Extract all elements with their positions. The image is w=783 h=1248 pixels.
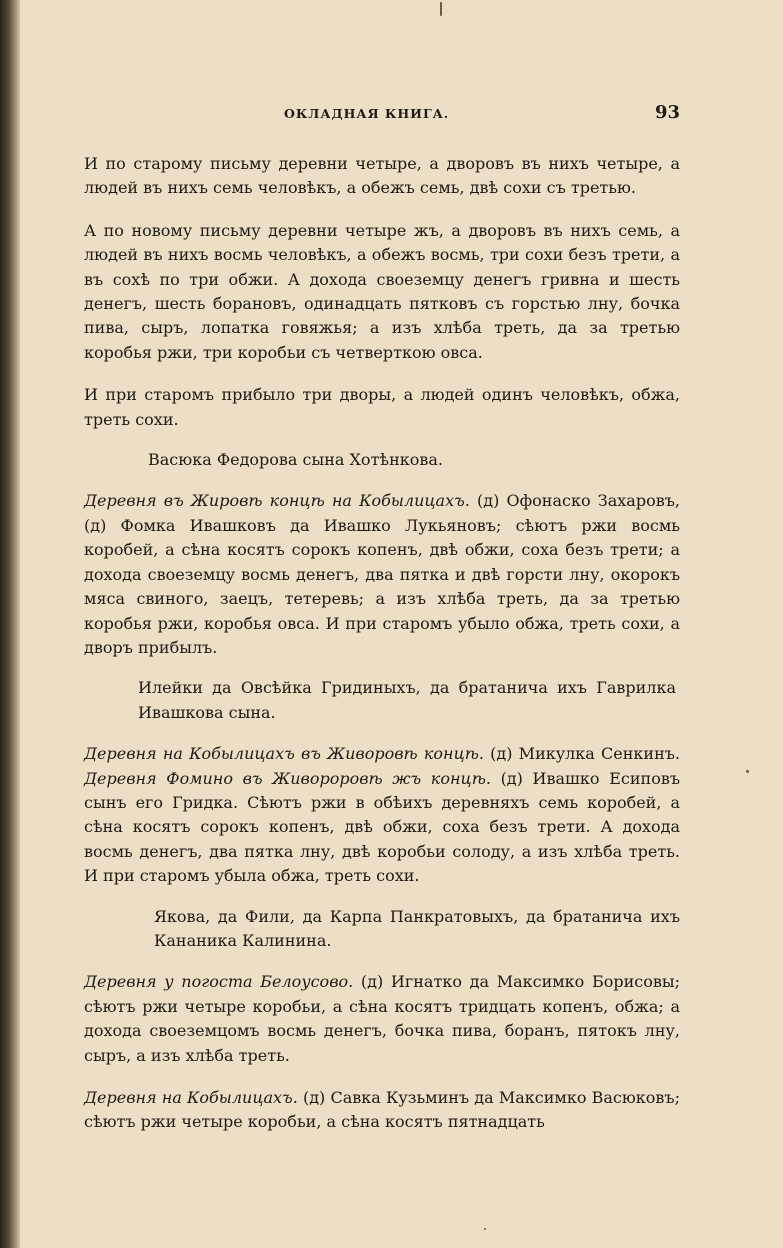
running-head [84, 100, 680, 130]
village-name-italic: Деревня Фомино въ Живороровѣ жъ концѣ. [84, 768, 491, 788]
paragraph-zhivorov-village: Деревня на Кобылицахъ въ Живоровѣ концѣ. (д) Микулка Сенкинъ. Деревня Фомино въ Живороровѣ жъ концѣ. (д) Ивашко Есиповъ сынъ его Гридка. Сѣютъ ржи в обѣихъ деревняхъ семь коробей, а сѣна косятъ сорокъ копенъ, двѣ обжи, соха безъ трети. А дохода восмь денегъ, два пятка лну, двѣ коробьи солоду, а изъ хлѣба треть. И при старомъ убыла обжа, треть сохи. [84, 744, 681, 886]
paper-speck [440, 2, 442, 16]
running-title: ОКЛАДНАЯ КНИГА. [284, 106, 450, 121]
section-heading-vasyuk: Васюка Федорова сына Хотѣнкова. [148, 450, 443, 470]
paragraph-zhirov-village: Деревня въ Жировѣ концѣ на Кобылицахъ. (д) Офонаско Захаровъ, (д) Фомка Ивашковъ да Ивашко Лукьяновъ; сѣютъ ржи восмь коробей, а сѣна косятъ сорокъ копенъ, двѣ обжи, соха безъ трети; а дохода своеземцу восмь денегъ, два пятка и двѣ горсти лну, окорокъ мяса свиного, заецъ, тетеревь; а изъ хлѣба треть, да за третью коробья ржи, коробья овса. И при старомъ убыло обжа, треть сохи, а дворъ прибылъ. [84, 491, 680, 657]
paragraph-increase: И при старомъ прибыло три дворы, а людей одинъ человѣкъ, обжа, треть сохи. [84, 385, 680, 429]
paragraph-old-census: И по старому письму деревни четыре, а дворовъ въ нихъ четыре, а людей въ нихъ семь человѣкъ, а обежъ семь, двѣ сохи съ третью. [84, 154, 680, 198]
paper-speck [484, 1228, 486, 1230]
village-name-italic: Деревня въ Жировѣ концѣ на Кобылицахъ. [84, 491, 470, 511]
page-number: 93 [654, 102, 680, 123]
village-name-italic: Деревня у погоста Белоусово. [84, 972, 354, 992]
village-name-italic: Деревня на Кобылицахъ въ Живоровѣ концѣ. [84, 744, 484, 764]
section-heading-yakov: Якова, да Фили, да Карпа Панкратовыхъ, да братанича ихъ Кананика Калинина. [154, 906, 680, 950]
paragraph-new-census: А по новому письму деревни четыре жъ, а дворовъ въ нихъ семь, а людей въ нихъ восмь человѣкъ, а обежъ восмь, три сохи безъ трети, а въ сохѣ по три обжи. А дохода своеземцу денегъ гривна и шесть денегъ, шесть борановъ, одинадцать пятковъ съ горстью лну, бочка пива, сыръ, лопатка говяжья; а изъ хлѣба треть, да за третью коробья ржи, три коробьи съ четверткою овса. [84, 220, 680, 362]
village-name-italic: Деревня на Кобылицахъ. [84, 1088, 298, 1107]
book-spine-edge [0, 0, 20, 1248]
paper-speck [746, 770, 749, 773]
section-heading-ileika: Илейки да Овсѣйка Гридиныхъ, да братанича ихъ Гаврилка Ивашкова сына. [138, 678, 676, 722]
paragraph-belousovo-village: Деревня у погоста Белоусово. (д) Игнатко да Максимко Борисовы; сѣютъ ржи четыре коробьи, а сѣна косятъ тридцать копенъ, обжа; а дохода своеземцомъ восмь денегъ, бочка пива, боранъ, пятокъ лну, сыръ, а изъ хлѣба треть. [84, 972, 681, 1065]
book-page [84, 100, 680, 1153]
paragraph-kobylitsy-village: Деревня на Кобылицахъ. (д) Савка Кузьминъ да Максимко Васюковъ; сѣютъ ржи четыре коробьи, а сѣна косятъ пятнадцать [84, 1088, 681, 1132]
